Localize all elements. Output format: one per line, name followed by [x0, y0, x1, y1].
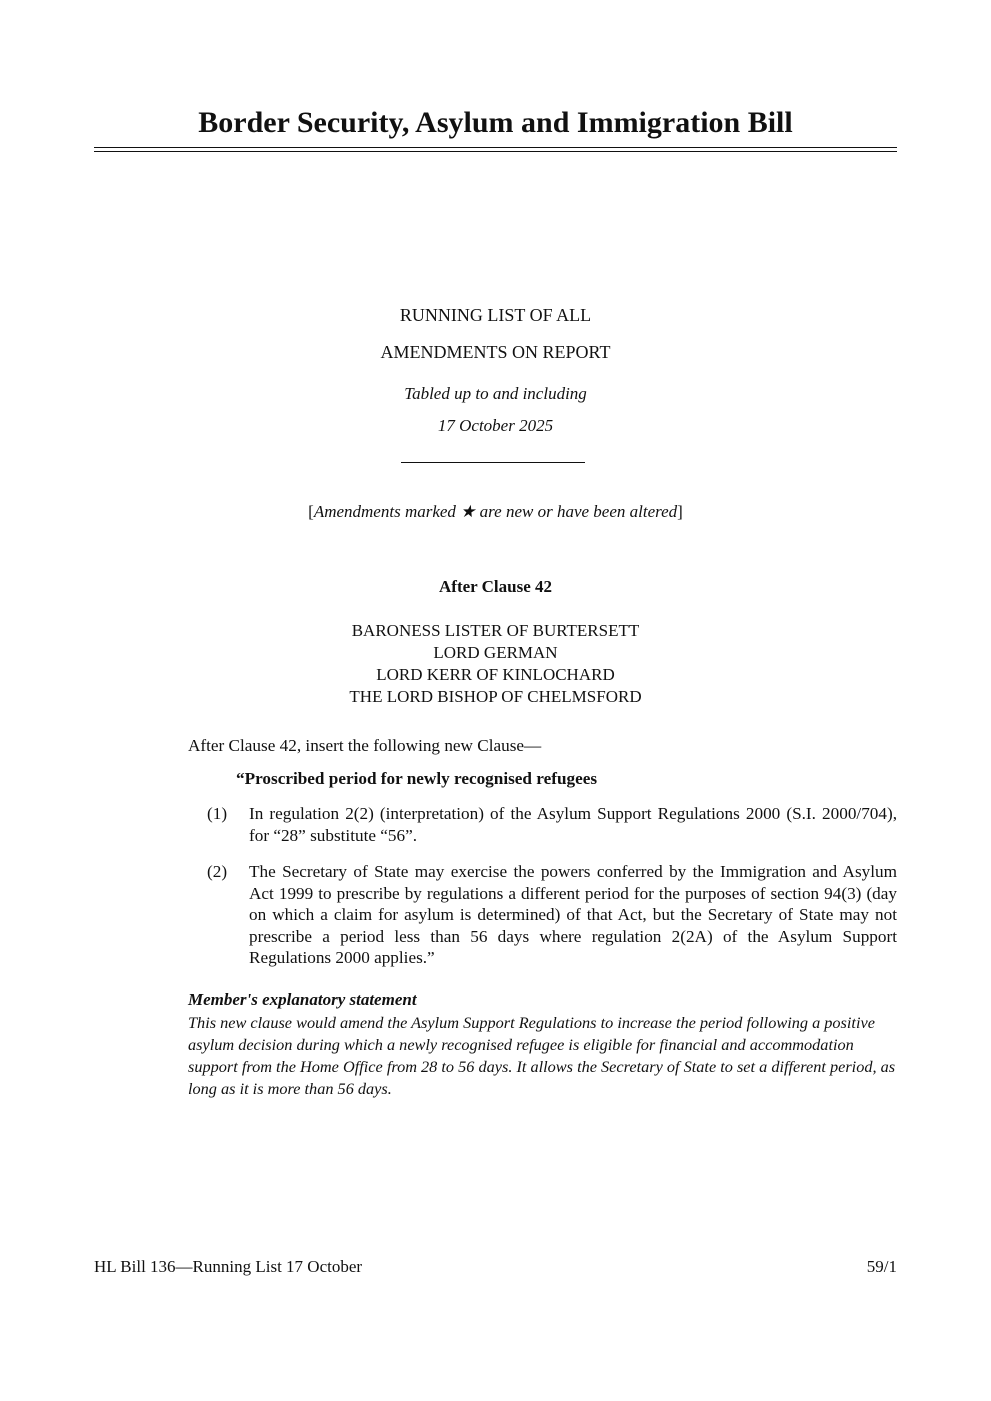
note-text: Amendments marked ★ are new or have been altered — [313, 502, 678, 521]
explanatory-text: This new clause would amend the Asylum Support Regulations to increase the period following a positive asylum decision during which a newly recognised refugee is eligible for financial and accommodation support from the Home Office from 28 to 56 days. It allows the Secretary of State to set a different period, as long as it is more than 56 days. — [188, 1013, 896, 1098]
subsection-text: The Secretary of State may exercise the powers conferred by the Immigration and Asylum Act 1999 to prescribe by regulations a different period for the purposes of section 94(3) (day on which a claim for asylum is determined) of that Act, but the Secretary of State may not prescribe a period less than 56 days where regulation 2(2A) of the Asylum Support Regulations 2000 applies.” — [249, 862, 897, 967]
cover-line-1: RUNNING LIST OF ALL — [399, 305, 592, 325]
tabled-date: 17 October 2025 — [437, 416, 554, 435]
sponsor-list — [0, 620, 991, 708]
footer-bill-ref: HL Bill 136—Running List 17 October — [94, 1257, 363, 1276]
tabled-line-1: Tabled up to and including — [404, 384, 587, 403]
sponsor: LORD GERMAN — [433, 643, 558, 662]
amendment-note — [0, 502, 991, 522]
sponsor: LORD KERR OF KINLOCHARD — [376, 665, 615, 684]
subsection — [188, 803, 897, 846]
section-heading: After Clause 42 — [439, 577, 552, 596]
title-rule-top — [94, 147, 897, 148]
sponsor: THE LORD BISHOP OF CHELMSFORD — [349, 687, 642, 706]
document-title: Border Security, Asylum and Immigration Bill — [198, 106, 793, 139]
footer-page-number: 59/1 — [866, 1257, 897, 1276]
subsection — [188, 861, 897, 969]
subsection-text: In regulation 2(2) (interpretation) of the Asylum Support Regulations 2000 (S.I. 2000/704), for “28” substitute “56”. — [249, 804, 897, 845]
subsection-number: (2) — [207, 862, 228, 881]
clause-heading: “Proscribed period for newly recognised refugees — [236, 769, 598, 788]
bracket-close: ] — [677, 502, 683, 521]
title-rule-bottom — [94, 151, 897, 152]
subsection-number: (1) — [207, 804, 228, 823]
amendment-intro: After Clause 42, insert the following new Clause— — [188, 736, 542, 755]
explanatory-heading: Member's explanatory statement — [188, 990, 417, 1009]
sponsor: BARONESS LISTER OF BURTERSETT — [351, 621, 640, 640]
divider — [401, 462, 585, 463]
cover-line-2: AMENDMENTS ON REPORT — [380, 342, 611, 362]
bracket-open: [ — [308, 502, 314, 521]
